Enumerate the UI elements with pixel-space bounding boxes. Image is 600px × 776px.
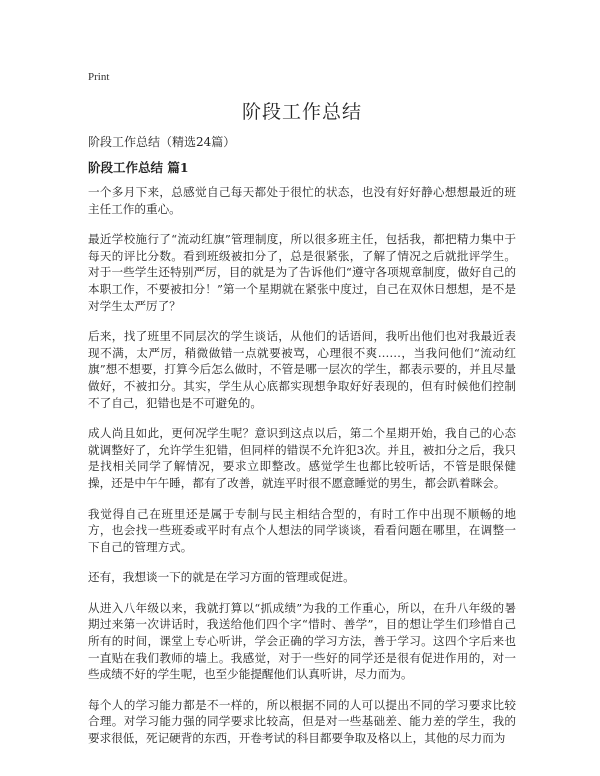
print-link[interactable]: Print [88,71,110,83]
paragraph: 一个多月下来，总感觉自己每天都处于很忙的状态，也没有好好静心想想最近的班主任工作的重心。 [88,185,516,216]
document-title: 阶段工作总结 [241,101,362,123]
paragraph: 最近学校施行了“流动红旗”管理制度，所以很多班主任，包括我，都把精力集中于每天的评比分数。看到班级被扣分了，总是很紧张，了解了情况之后就批评学生。对于一些学生还特别严厉，目的就是为了告诉他们“遵守各项规章制度，做好自己的本职工作，不要被扣分！”第一个星期就在紧张中度过，自己在双休日想想，是不是对学生太严厉了？ [88,232,516,313]
paragraph: 从进入八年级以来，我就打算以“抓成绩”为我的工作重心，所以，在升八年级的暑期过来第一次讲话时，我送给他们四个字“惜时、善学”，目的想让学生们珍惜自己所有的时间，课堂上专心听讲，学会正确的学习方法，善于学习。这四个字后来也一直贴在我们教师的墙上。我感觉，对于一些好的同学还是很有促进作用的，对一些成绩不好的学生呢，也至少能提醒他们认真听讲，尽力而为。 [88,600,516,682]
paragraph: 还有，我想谈一下的就是在学习方面的管理或促进。 [88,570,355,585]
document-body [88,184,516,761]
document-subtitle: 阶段工作总结（精选24篇） [88,135,236,149]
paragraph: 每个人的学习能力都是不一样的，所以根据不同的人可以提出不同的学习要求比较合理。对学习能力强的同学要求比较高，但是对一些基础差、能力差的学生，我的要求很低，死记硬背的东西，开卷考试的科目都要争取及格以上，其他的尽力而为 [88,697,516,746]
paragraph: 成人尚且如此，更何况学生呢？意识到这点以后，第二个星期开始，我自己的心态就调整好了，允许学生犯错，但同样的错误不允许犯3次。并且，被扣分之后，我只是找相关同学了解情况，要求立即整改。感觉学生也都比较听话，不管是眼保健操，还是中午午睡，都有了改善，就连平时很不愿意睡觉的男生，都会趴着眯会。 [88,426,516,490]
paragraph: 后来，找了班里不同层次的学生谈话，从他们的话语间，我听出他们也对我最近表现不满，太严厉，稍微做错一点就要被骂，心理很不爽……，当我问他们“流动红旗”想不想要，打算今后怎么做时，不管是哪一层次的学生，都表示要的，并且尽量做好，不被扣分。其实，学生从心底都实现想争取好好表现的，但有时候他们控制不了自己，犯错也是不可避免的。 [88,329,516,410]
paragraph: 我觉得自己在班里还是属于专制与民主相结合型的，有时工作中出现不顺畅的地方，也会找一些班委或平时有点个人想法的同学谈谈，看看问题在哪里，在调整一下自己的管理方式。 [88,506,516,554]
section-heading: 阶段工作总结 篇1 [88,160,189,175]
